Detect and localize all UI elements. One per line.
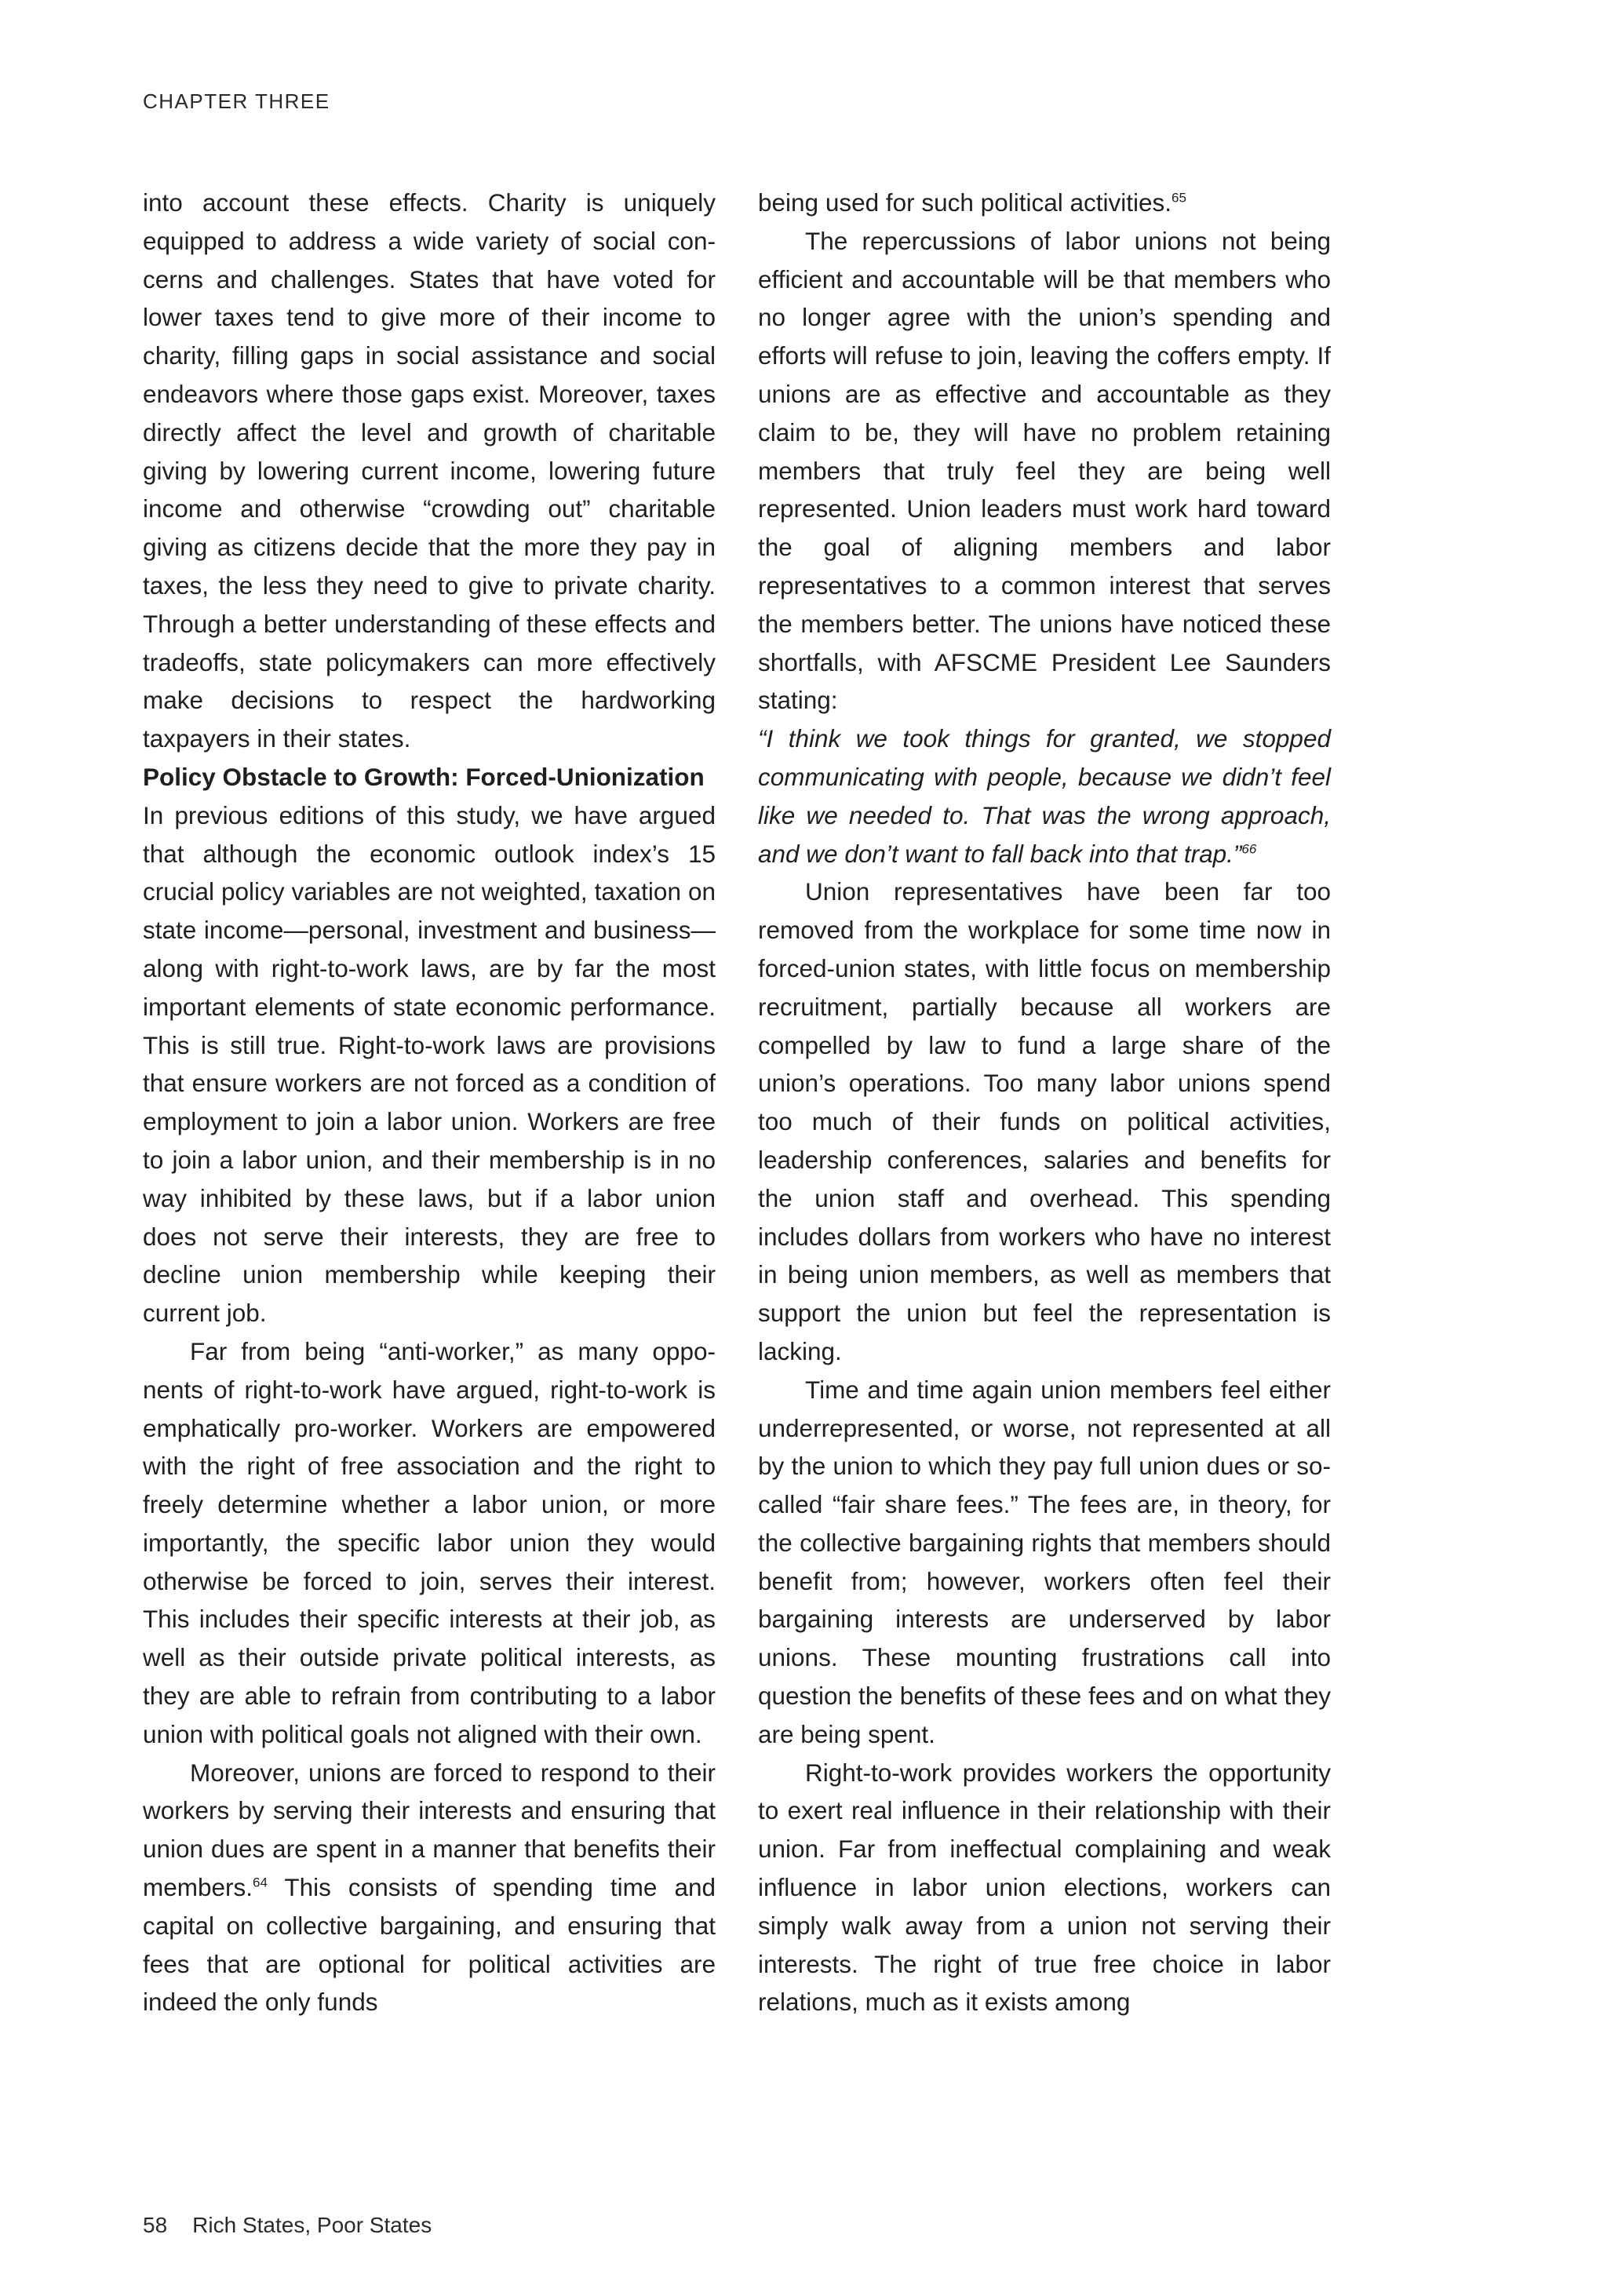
chapter-header: CHAPTER THREE xyxy=(143,89,330,113)
paragraph: Far from being “anti-worker,” as many opponents of right-to-work have argued, right-to-work is emphatically pro-worker. Workers are empowered with the right of free association and the right to freely determine whether a labor union, or more importantly, the specific labor union they would otherwise be forced to join, serves their interest. This includes their specific interests at their job, as well as their outside private political interests, as they are able to refrain from contributing to a labor union with political goals not aligned with their own. xyxy=(143,1336,716,1748)
paragraph-text: Moreover, unions are forced to respond to their workers by serving their interests and ensuring that union dues are spent in a manner that benefits their members. xyxy=(143,1758,716,1902)
footer-title: Rich States, Poor States xyxy=(192,2213,432,2237)
paragraph xyxy=(758,184,1331,222)
paragraph: In previous editions of this study, we have argued that although the economic outlook index’s 15 crucial policy variables are not weighted, taxation on state income—personal, investment and business—along with right-to-work laws, are by far the most important elements of state economic performance. This is still true. Right-to-work laws are provisions that ensure workers are not forced as a condition of employment to join a labor union. Workers are free to join a labor union, and their membership is in no way inhibited by these laws, but if a labor union does not serve their interests, they are free to decline union membership while keeping their current job. xyxy=(143,800,716,1328)
footnote-ref: 66 xyxy=(1241,841,1257,857)
right-column xyxy=(758,184,1331,2021)
page-number: 58 xyxy=(143,2213,168,2237)
paragraph: The repercussions of labor unions not being efficient and accountable will be that members who no longer agree with the union’s spending and efforts will refuse to join, leaving the coffers empty. If unions are as effective and accountable as they claim to be, they will have no problem retaining members that truly feel they are being well represented. Union leaders must work hard toward the goal of aligning members and labor representatives to a common interest that serves the members better. The unions have noticed these shortfalls, with AFSCME President Lee Saunders stating: xyxy=(758,226,1331,715)
footnote-ref: 65 xyxy=(1172,190,1186,206)
block-quote xyxy=(758,720,1331,873)
section-heading: Policy Obstacle to Growth: Forced-Unionization xyxy=(143,762,705,791)
paragraph: Right-to-work provides workers the opportunity to exert real influence in their relationship with their union. Far from ineffectual complaining and weak influence in labor union elections, workers can simply walk away from a union not serving their interests. The right of true free choice in labor relations, much as it exists among xyxy=(758,1758,1331,2017)
paragraph: Time and time again union members feel either underrepresented, or worse, not represented at all by the union to which they pay full union dues or so-called “fair share fees.” The fees are, in theory, for the collective bargaining rights that members should benefit from; however, workers often feel their bargaining interests are underserved by labor unions. These mounting frustrations call into question the benefits of these fees and on what they are being spent. xyxy=(758,1375,1331,1748)
paragraph xyxy=(143,1754,716,2022)
paragraph-text: being used for such political activities. xyxy=(758,188,1172,217)
paragraph: into account these effects. Charity is uniquely equipped to address a wide variety of social concerns and challenges. States that have voted for lower taxes tend to give more of their income to charity, filling gaps in social assistance and social endeavors where those gaps exist. Moreover, taxes directly affect the level and growth of charitable giving by lowering current income, lowering future income and otherwise “crowding out” charitable giving as citizens decide that the more they pay in taxes, the less they need to give to private charity. Through a better understanding of these effects and tradeoffs, state policymakers can more effectively make decisions to respect the hardworking taxpayers in their states. xyxy=(143,188,716,753)
page-footer xyxy=(143,2213,432,2238)
left-column xyxy=(143,184,716,2021)
footnote-ref: 64 xyxy=(253,1875,268,1890)
quote-text: “I think we took things for granted, we stopped communicating with people, because we didn’t feel like we needed to. That was the wrong approach, and we don’t want to fall back into that trap.” xyxy=(758,724,1331,868)
paragraph-text: This consists of spending time and capital on collective bargaining, and ensuring that fees that are optional for political activities are indeed the only funds xyxy=(143,1873,716,2017)
paragraph: Union representatives have been far too removed from the workplace for some time now in forced-union states, with little focus on membership recruitment, partially because all workers are compelled by law to fund a large share of the union’s operations. Too many labor unions spend too much of their funds on political activities, leadership conferences, salaries and benefits for the union staff and overhead. This spending includes dollars from workers who have no interest in being union members, as well as members that support the union but feel the representation is lacking. xyxy=(758,877,1331,1365)
